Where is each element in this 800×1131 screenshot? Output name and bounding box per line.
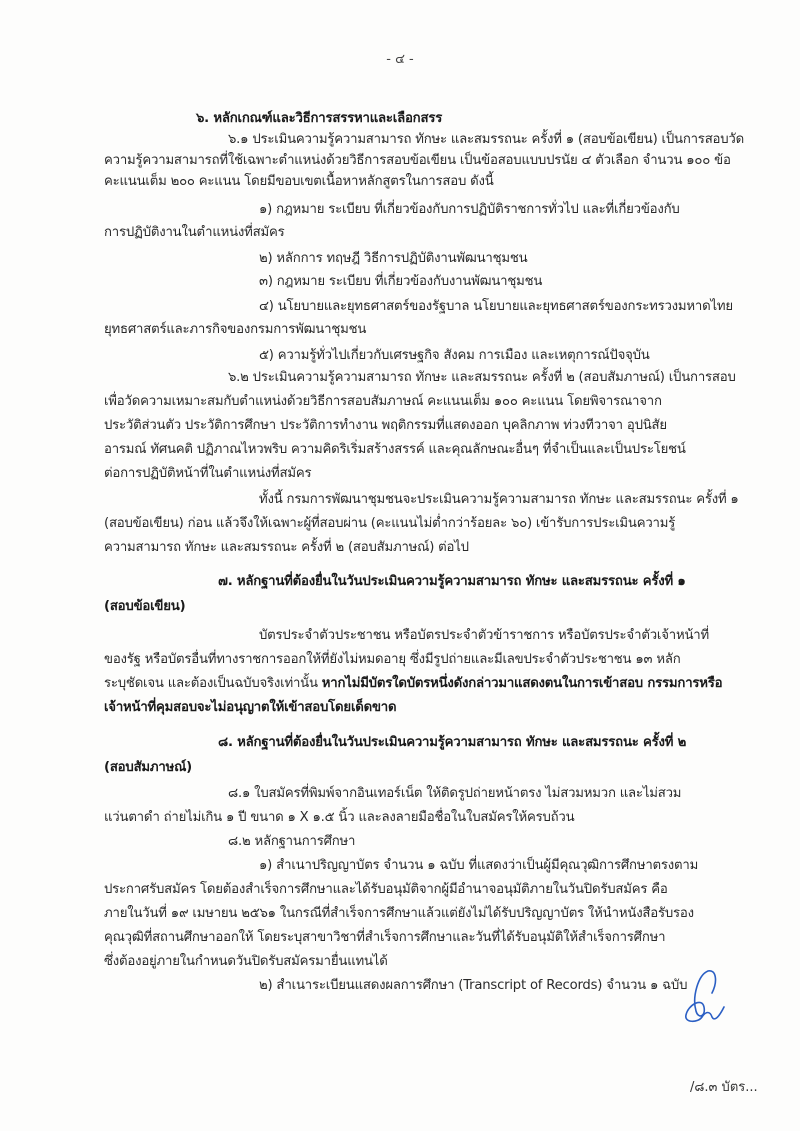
p82-item1-line4: คุณวุฒิที่สถานศึกษาออกให้ โดยระบุสาขาวิชาที่สำเร็จการศึกษาและวันที่ได้รับอนุมัติให้สำเร็จการศึกษา xyxy=(104,930,666,945)
section7-heading-line1: ๗. หลักฐานที่ต้องยื่นในวันประเมินความรู้ความสามารถ ทักษะ และสมรรถนะ ครั้งที่ ๑ xyxy=(218,574,686,589)
section7-normal-text: ระบุชัดเจน และต้องเป็นฉบับจริงเท่านั้น xyxy=(104,676,322,691)
p62-line5: ต่อการปฏิบัติหน้าที่ในตำแหน่งที่สมัคร xyxy=(104,466,312,481)
section7-bold-warning-cont: เจ้าหน้าที่คุมสอบจะไม่อนุญาตให้เข้าสอบโดยเด็ดขาด xyxy=(104,700,397,715)
p81-line2: แว่นตาดำ ถ่ายไม่เกิน ๑ ปี ขนาด ๑ X ๑.๕ นิ้ว และลงลายมือชื่อในใบสมัครให้ครบถ้วน xyxy=(104,810,575,825)
note-line1: ทั้งนี้ กรมการพัฒนาชุมชนจะประเมินความรู้ความสามารถ ทักษะ และสมรรถนะ ครั้งที่ ๑ xyxy=(259,492,739,507)
p62-line4: อารมณ์ ทัศนคติ ปฏิภาณไหวพริบ ความคิดริเริ่มสร้างสรรค์ และคุณลักษณะอื่นๆ ที่จำเป็นและเป็นประโยชน์ xyxy=(104,442,686,457)
section6-heading: ๖. หลักเกณฑ์และวิธีการสรรหาและเลือกสรร xyxy=(196,111,443,126)
p82-item1-line5: ซึ่งต้องอยู่ภายในกำหนดวันปิดรับสมัครมายื่นแทนได้ xyxy=(104,954,388,969)
topic-4: ๔) นโยบายและยุทธศาสตร์ของรัฐบาล นโยบายและยุทธศาสตร์ของกระทรวงมหาดไทย xyxy=(259,299,733,314)
section7-body-line3 xyxy=(104,674,722,694)
p62-line3: ประวัติส่วนตัว ประวัติการศึกษา ประวัติการทำงาน พฤติกรรมที่แสดงออก บุคลิกภาพ ท่วงทีวาจา อุปนิสัย xyxy=(104,418,667,433)
p82-item2: ๒) สำเนาระเบียนแสดงผลการศึกษา (Transcript of Records) จำนวน ๑ ฉบับ xyxy=(259,978,688,993)
note-line3: ความสามารถ ทักษะ และสมรรถนะ ครั้งที่ ๒ (สอบสัมภาษณ์) ต่อไป xyxy=(104,540,469,555)
section7-heading-line2: (สอบข้อเขียน) xyxy=(104,599,186,614)
topic-1: ๑) กฎหมาย ระเบียบ ที่เกี่ยวข้องกับการปฏิบัติราชการทั่วไป และที่เกี่ยวข้องกับ xyxy=(259,202,680,217)
topic-3: ๓) กฎหมาย ระเบียบ ที่เกี่ยวข้องกับงานพัฒนาชุมชน xyxy=(259,274,543,289)
section7-bold-warning: หากไม่มีบัตรใดบัตรหนึ่งดังกล่าวมาแสดงตนในการเข้าสอบ กรรมการหรือ xyxy=(321,676,723,691)
p82-item1-line1: ๑) สำเนาปริญญาบัตร จำนวน ๑ ฉบับ ที่แสดงว่าเป็นผู้มีคุณวุฒิการศึกษาตรงตาม xyxy=(259,858,699,873)
section8-heading-line2: (สอบสัมภาษณ์) xyxy=(104,760,192,775)
topic-1-cont: การปฏิบัติงานในตำแหน่งที่สมัคร xyxy=(104,225,285,240)
p62-line2: เพื่อวัดความเหมาะสมกับตำแหน่งด้วยวิธีการสอบสัมภาษณ์ คะแนนเต็ม ๑๐๐ คะแนน โดยพิจารณาจาก xyxy=(104,394,662,409)
topic-5: ๕) ความรู้ทั่วไปเกี่ยวกับเศรษฐกิจ สังคม การเมือง และเหตุการณ์ปัจจุบัน xyxy=(259,348,650,363)
section7-body-line2: ของรัฐ หรือบัตรอื่นที่ทางราชการออกให้ที่ยังไม่หมดอายุ ซึ่งมีรูปถ่ายและมีเลขประจำตัวประชาชน ๑๓ หลัก xyxy=(104,652,681,667)
p61-line3: คะแนนเต็ม ๒๐๐ คะแนน โดยมีขอบเขตเนื้อหาหลักสูตรในการสอบ ดังนี้ xyxy=(104,174,494,189)
p82-heading: ๘.๒ หลักฐานการศึกษา xyxy=(228,834,356,849)
note-line2: (สอบข้อเขียน) ก่อน แล้วจึงให้เฉพาะผู้ที่สอบผ่าน (คะแนนไม่ต่ำกว่าร้อยละ ๖๐) เข้ารับการประเมินความรู้ xyxy=(104,516,676,531)
section7-body-line1: บัตรประจำตัวประชาชน หรือบัตรประจำตัวข้าราชการ หรือบัตรประจำตัวเจ้าหน้าที่ xyxy=(259,628,709,643)
p81-line1: ๘.๑ ใบสมัครที่พิมพ์จากอินเทอร์เน็ต ให้ติดรูปถ่ายหน้าตรง ไม่สวมหมวก และไม่สวม xyxy=(228,786,682,801)
signature-icon xyxy=(678,967,728,1027)
topic-2: ๒) หลักการ ทฤษฎี วิธีการปฏิบัติงานพัฒนาชุมชน xyxy=(259,251,528,266)
p82-item1-line2: ประกาศรับสมัคร โดยต้องสำเร็จการศึกษาและได้รับอนุมัติจากผู้มีอำนาจอนุมัติภายในวันปิดรับสมัคร คือ xyxy=(104,882,668,897)
p82-item1-line3: ภายในวันที่ ๑๙ เมษายน ๒๕๖๑ ในกรณีที่สำเร็จการศึกษาแล้วแต่ยังไม่ได้รับปริญญาบัตร ให้นำหนังสือรับรอง xyxy=(104,906,694,921)
page-number: - ๔ - xyxy=(386,52,414,67)
p61-line2: ความรู้ความสามารถที่ใช้เฉพาะตำแหน่งด้วยวิธีการสอบข้อเขียน เป็นข้อสอบแบบปรนัย ๔ ตัวเลือก จำนวน ๑๐๐ ข้อ xyxy=(104,153,731,168)
p62-line1: ๖.๒ ประเมินความรู้ความสามารถ ทักษะ และสมรรถนะ ครั้งที่ ๒ (สอบสัมภาษณ์) เป็นการสอบ xyxy=(228,370,736,385)
topic-4-cont: ยุทธศาสตร์และภารกิจของกรมการพัฒนาชุมชน xyxy=(104,322,367,337)
section8-heading-line1: ๘. หลักฐานที่ต้องยื่นในวันประเมินความรู้ความสามารถ ทักษะ และสมรรถนะ ครั้งที่ ๒ xyxy=(218,735,687,750)
p61-line1: ๖.๑ ประเมินความรู้ความสามารถ ทักษะ และสมรรถนะ ครั้งที่ ๑ (สอบข้อเขียน) เป็นการสอบวัด xyxy=(228,132,745,147)
continuation-marker: /๘.๓ บัตร... xyxy=(690,1080,758,1095)
